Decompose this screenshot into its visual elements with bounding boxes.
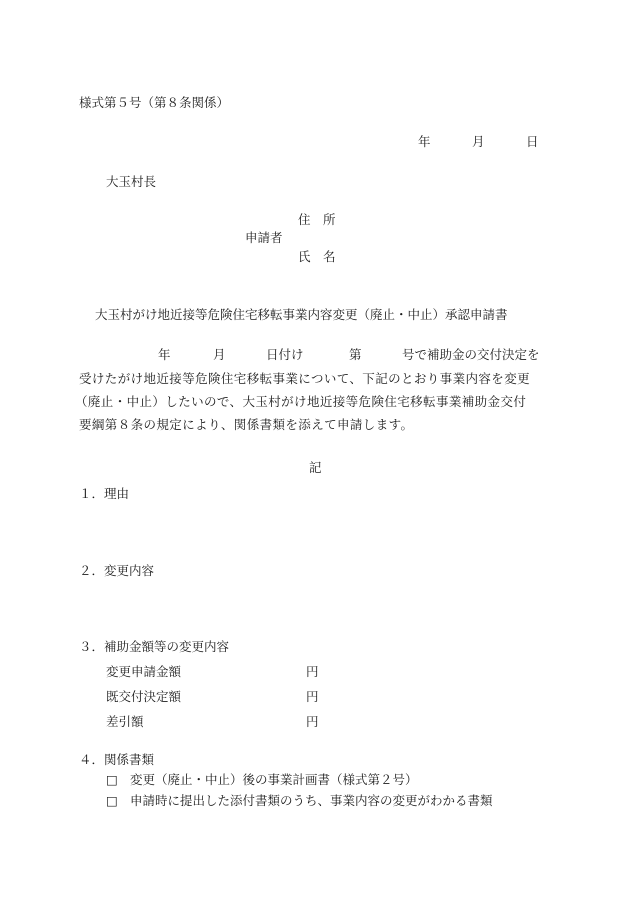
note-heading: 記 — [309, 460, 322, 475]
applicant-role-label: 申請者 — [245, 230, 283, 245]
document-title: 大玉村がけ地近接等危険住宅移転事業内容変更（廃止・中止）承認申請書 — [95, 307, 508, 322]
amount-row-label: 既交付決定額 — [106, 689, 182, 704]
body-line1-dated: 日付け — [266, 347, 304, 362]
date-month-label: 月 — [472, 134, 485, 149]
body-line1-rest: 号で補助金の交付決定を — [402, 347, 540, 362]
body-line1-number-prefix: 第 — [349, 347, 362, 362]
amount-row-unit: 円 — [306, 714, 319, 729]
applicant-name-label: 氏 名 — [298, 249, 336, 264]
section-amount-change-heading: ３．補助金額等の変更内容 — [79, 639, 230, 654]
amount-row-unit: 円 — [306, 689, 319, 704]
body-line2: 受けたがけ地近接等危険住宅移転事業について、下記のとおり事業内容を変更 — [79, 371, 531, 386]
date-year-label: 年 — [418, 134, 431, 149]
amount-row-label: 変更申請金額 — [106, 664, 182, 679]
document-item-checkbox[interactable]: □ — [106, 772, 118, 787]
applicant-address-label: 住 所 — [298, 212, 336, 227]
body-line4: 要綱第８条の規定により、関係書類を添えて申請します。 — [79, 417, 414, 432]
body-line3: （廃止・中止）したいので、大玉村がけ地近接等危険住宅移転事業補助金交付 — [75, 394, 527, 409]
section-documents-heading: ４．関係書類 — [79, 752, 155, 767]
amount-row-unit: 円 — [306, 664, 319, 679]
section-reason-heading: １．理由 — [79, 486, 130, 501]
date-day-label: 日 — [526, 134, 539, 149]
addressee: 大玉村長 — [106, 174, 157, 189]
document-item-text: 変更（廃止・中止）後の事業計画書（様式第２号） — [130, 772, 418, 787]
amount-row-label: 差引額 — [106, 714, 144, 729]
document-item-text: 申請時に提出した添付書類のうち、事業内容の変更がわかる書類 — [130, 793, 493, 808]
form-header: 様式第５号（第８条関係） — [79, 95, 230, 110]
section-change-content-heading: ２．変更内容 — [79, 563, 155, 578]
body-line1-month: 月 — [213, 347, 226, 362]
document-item-checkbox[interactable]: □ — [106, 793, 118, 808]
body-line1-year: 年 — [158, 347, 171, 362]
